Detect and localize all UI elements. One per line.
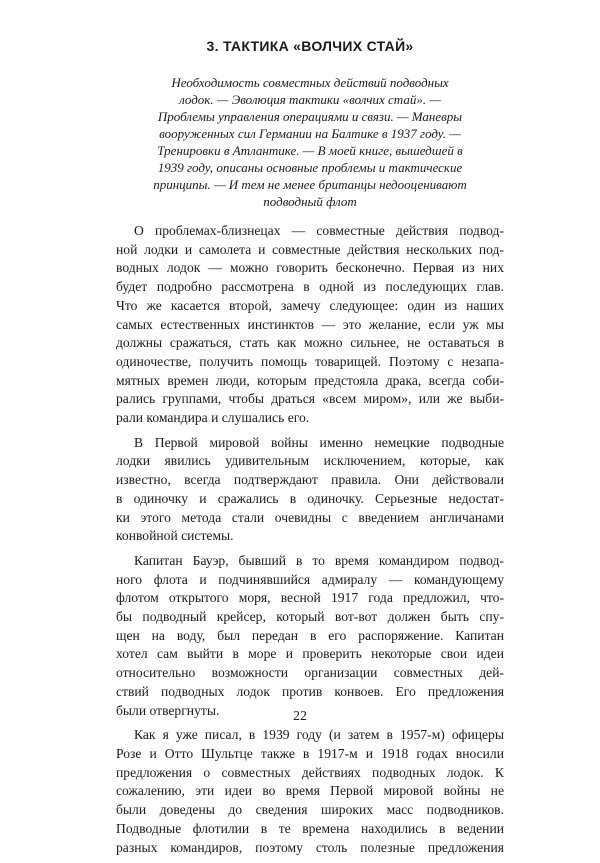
text-line: флотом открытого моря, весной 1917 года предложил, что-	[116, 590, 504, 606]
synopsis-line: Проблемы управления операциями и связи. — Маневры	[157, 109, 463, 124]
text-line: Что же касается второй, замечу следующее: один из наших	[116, 297, 504, 313]
text-line: Как я уже писал, в 1939 году (и затем в 1957-м) офицеры	[134, 727, 504, 743]
text-line: ки этого метода стали очевидны с введением англичанами	[116, 509, 504, 525]
text-line: лодки явились удивительным исключением, которые, как	[116, 453, 504, 469]
paragraph	[116, 726, 504, 857]
chapter-title: 3. ТАКТИКА «ВОЛЧИХ СТАЙ»	[206, 38, 414, 54]
text-line: рались группами, чтобы драться «всем миром», или же выби-	[116, 391, 504, 407]
text-line: О проблемах-близнецах — совместные действия подвод-	[134, 223, 504, 238]
synopsis-line: Необходимость совместных действий подводных	[171, 75, 449, 90]
text-line: ного флота и подчинявшийся адмиралу — командующему	[116, 571, 504, 587]
text-line: Подводные флотилии в те времена находились в ведении	[116, 820, 504, 836]
text-line: бы подводный крейсер, который вот-вот должен быть спу-	[116, 609, 504, 625]
text-line: предложения о совместных действиях подводных лодок. К	[116, 764, 504, 780]
text-line: хотел сам выйти в море и проверить некоторые свои идеи	[116, 646, 504, 662]
synopsis-line: принципы. — И тем не менее британцы недооценивают	[153, 177, 467, 192]
text-line: самых естественных инстинктов — это желание, если уж мы	[116, 316, 504, 332]
text-line: рали командира и слушались его.	[116, 410, 310, 426]
chapter-synopsis	[125, 74, 495, 210]
text-line: будет подробно рассмотрена в одной из последующих глав.	[116, 279, 504, 295]
text-line: разных командиров, поэтому столь полезные предложения	[116, 839, 504, 855]
text-line: щен на воду, был передан в его распоряжение. Капитан	[116, 627, 504, 643]
paragraph	[116, 552, 504, 720]
text-line: должны сражаться, стать как можно сильнее, не оставаться в	[116, 335, 504, 351]
text-line: известно, всегда подтверждают правила. Они действовали	[116, 472, 504, 488]
body-text	[116, 222, 504, 857]
text-line: относительно возможности организации совместных дей-	[116, 665, 504, 681]
synopsis-line: Тренировки в Атлантике. — В моей книге, вышедшей в	[157, 143, 463, 158]
text-line: В Первой мировой войны именно немецкие подводные	[134, 434, 504, 450]
synopsis-line: 1939 году, описаны основные проблемы и тактические	[157, 160, 463, 175]
paragraph	[116, 222, 504, 428]
text-line: в одиночку и сражались в одиночку. Серьезные недостат-	[116, 490, 504, 506]
synopsis-line: подводный флот	[263, 194, 357, 209]
synopsis-line: вооруженных сил Германии на Балтике в 1937 году. —	[159, 126, 461, 141]
text-line: одиночестве, получить помощь товарищей. Поэтому с незапа-	[116, 353, 504, 369]
text-line: ной лодки и самолета и совместные действия нескольких под-	[116, 241, 504, 257]
page-number: 22	[293, 709, 307, 724]
text-line: конвойной системы.	[116, 528, 234, 544]
text-line: были отвергнуты.	[116, 702, 220, 718]
synopsis-line: лодок. — Эволюция тактики «волчих стай». —	[179, 92, 441, 107]
book-page	[116, 38, 504, 863]
text-line: сожалению, эти идеи во время Первой мировой войны не	[116, 783, 504, 799]
paragraph	[116, 434, 504, 546]
text-line: ствий подводных лодок против конвоев. Его предложения	[116, 683, 504, 699]
text-line: водных лодок — можно говорить бесконечно. Первая из них	[116, 260, 504, 276]
text-line: Розе и Отто Шультце также в 1917-м и 1918 годах вносили	[116, 745, 504, 761]
text-line: были доведены до сведения широких масс подводников.	[116, 802, 504, 818]
text-line: Капитан Бауэр, бывший в то время командиром подвод-	[134, 552, 504, 568]
text-line: мятных времен люди, которым предстояла драка, всегда соби-	[116, 372, 504, 388]
